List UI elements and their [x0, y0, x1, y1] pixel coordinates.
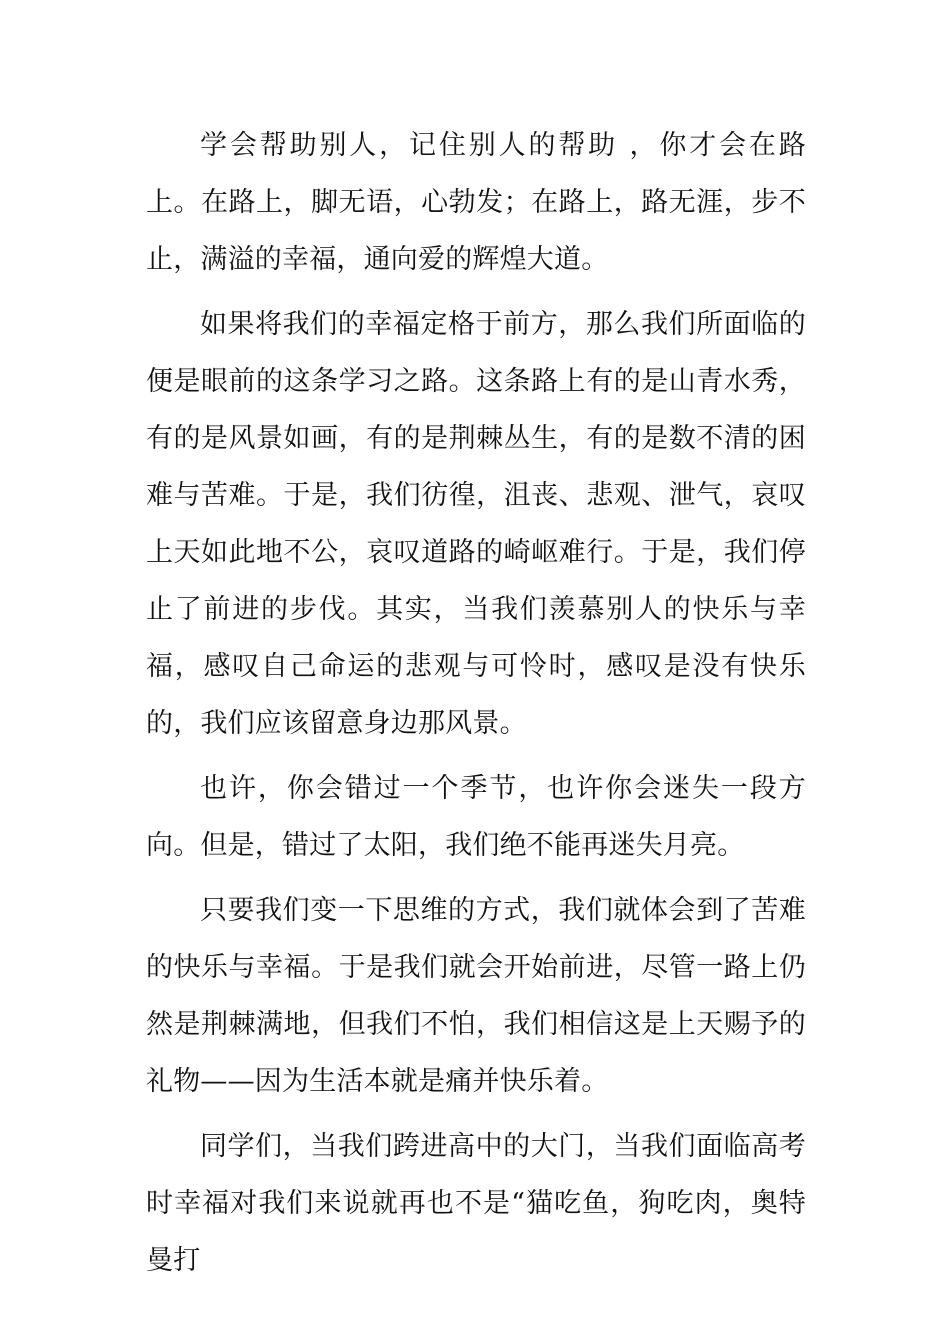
paragraph-4: 只要我们变一下思维的方式，我们就体会到了苦难的快乐与幸福。于是我们就会开始前进，尽管一路上仍然是荆棘满地，但我们不怕，我们相信这是上天赐予的礼物——因为生活本就是痛并快乐着。	[146, 895, 806, 1097]
paragraph-1: 学会帮助别人，记住别人的帮助 ，你才会在路上。在路上，脚无语，心勃发；在路上，路无涯，步不止，满溢的幸福，通向爱的辉煌大道。	[146, 130, 806, 275]
paragraph-2: 如果将我们的幸福定格于前方，那么我们所面临的便是眼前的这条学习之路。这条路上有的是山青水秀，有的是风景如画，有的是荆棘丛生，有的是数不清的困难与苦难。于是，我们彷徨，沮丧、悲观、泄气，哀叹上天如此地不公，哀叹道路的崎岖难行。于是，我们停止了前进的步伐。其实，当我们羡慕别人的快乐与幸福，感叹自己命运的悲观与可怜时，感叹是没有快乐的，我们应该留意身边那风景。	[146, 309, 806, 739]
paragraph-5: 同学们，当我们跨进高中的大门，当我们面临高考时幸福对我们来说就再也不是“猫吃鱼，狗吃肉，奥特曼打	[146, 1131, 806, 1276]
paragraph-3: 也许，你会错过一个季节，也许你会迷失一段方向。但是，错过了太阳，我们绝不能再迷失月亮。	[146, 773, 806, 861]
document-body	[146, 117, 806, 1297]
